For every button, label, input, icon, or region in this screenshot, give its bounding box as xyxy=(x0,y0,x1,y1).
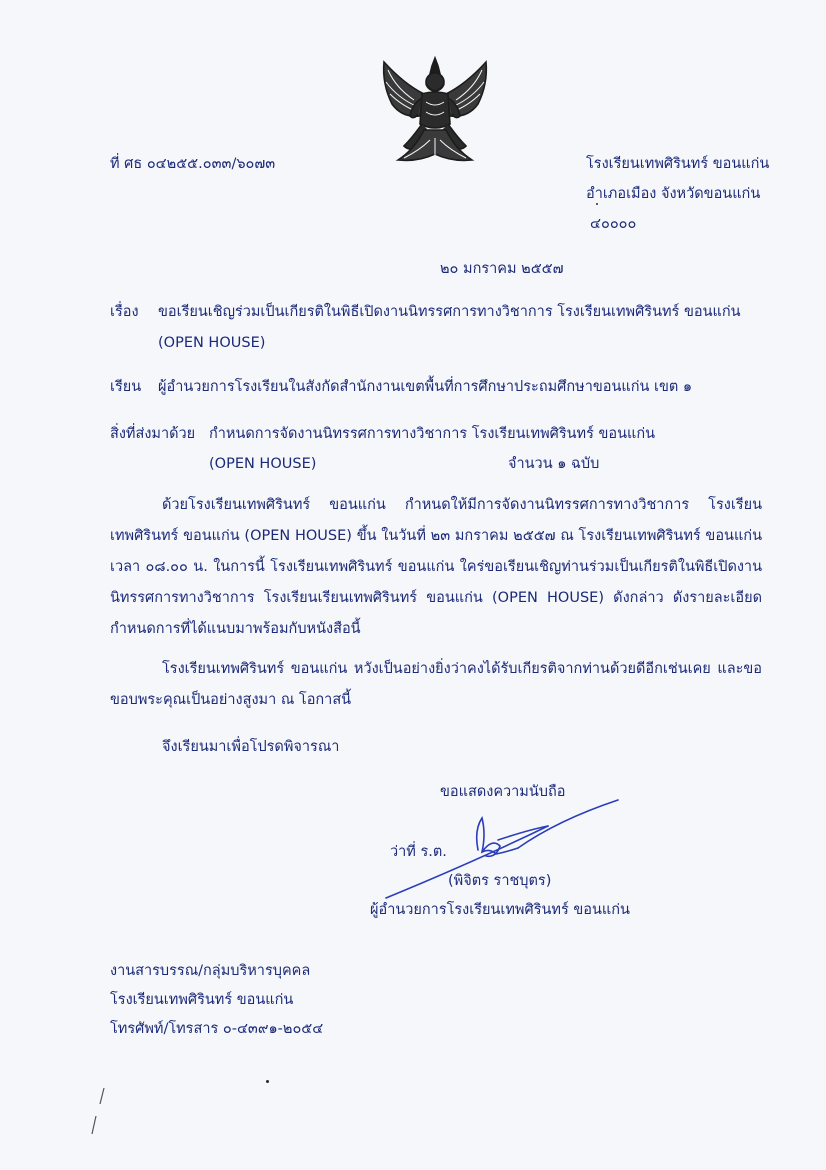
postal-code: ๔๐๐๐๐ xyxy=(590,216,637,232)
reference-number: ที่ ศธ ๐๔๒๕๕.๐๓๓/๖๐๗๓ xyxy=(110,156,276,172)
garuda-emblem-icon xyxy=(374,54,496,172)
enclosure-line-1: กำหนดการจัดงานนิทรรศการทางวิชาการ โรงเรียนเทพศิรินทร์ ขอนแก่น xyxy=(209,426,656,442)
enclosure-quantity: จำนวน ๑ ฉบับ xyxy=(508,456,600,472)
footer-phone: โทรศัพท์/โทรสาร ๐-๔๓๙๑-๒๐๕๔ xyxy=(110,1021,324,1037)
subject-line-2: (OPEN HOUSE) xyxy=(158,335,266,351)
footer-school: โรงเรียนเทพศิรินทร์ ขอนแก่น xyxy=(110,992,294,1008)
handwritten-signature xyxy=(378,790,638,910)
subject-label: เรื่อง xyxy=(110,304,139,320)
enclosure-label: สิ่งที่ส่งมาด้วย xyxy=(110,426,196,442)
signer-title: ผู้อำนวยการโรงเรียนเทพศิรินทร์ ขอนแก่น xyxy=(370,902,630,918)
subject-line-1: ขอเรียนเชิญร่วมเป็นเกียรติในพิธีเปิดงานนิทรรศการทางวิชาการ โรงเรียนเทพศิรินทร์ ขอนแก่น xyxy=(158,304,741,320)
body-paragraph-1: ด้วยโรงเรียนเทพศิรินทร์ ขอนแก่น กำหนดให้มีการจัดงานนิทรรศการทางวิชาการ โรงเรียนเทพศิรินทร์ ขอนแก่น (OPEN HOUSE) ขึ้น ในวันที่ ๒๓ มกราคม ๒๕๕๗ ณ โรงเรียนเทพศิรินทร์ ขอนแก่น เวลา ๐๘.๐๐ น. ในการนี้ โรงเรียนเทพศิรินทร์ ขอนแก่น ใคร่ขอเรียนเชิญท่านร่วมเป็นเกียรติในพิธีเปิดงานนิทรรศการทางวิชาการ โรงเรียนเรียนเทพศิรินทร์ ขอนแก่น (OPEN HOUSE) ดังกล่าว ดังรายละเอียดกำหนดการที่ได้แนบมาพร้อมกับหนังสือนี้ xyxy=(110,497,762,637)
school-name: โรงเรียนเทพศิรินทร์ ขอนแก่น xyxy=(586,156,770,172)
recipient-text: ผู้อำนวยการโรงเรียนในสังกัดสำนักงานเขตพื้นที่การศึกษาประถมศึกษาขอนแก่น เขต ๑ xyxy=(158,379,693,395)
school-district: อำเภอเมือง จังหวัดขอนแก่น xyxy=(586,186,761,202)
closing-regards: ขอแสดงความนับถือ xyxy=(440,784,566,800)
paper-speck xyxy=(596,203,598,205)
body-paragraph-3: จึงเรียนมาเพื่อโปรดพิจารณา xyxy=(162,739,340,755)
letter-date: ๒๐ มกราคม ๒๕๕๗ xyxy=(440,261,564,277)
recipient-label: เรียน xyxy=(110,379,142,395)
enclosure-line-2: (OPEN HOUSE) xyxy=(209,456,317,472)
paper-speck xyxy=(266,1080,269,1083)
footer-department: งานสารบรรณ/กลุ่มบริหารบุคคล xyxy=(110,963,311,979)
body-paragraph-2: โรงเรียนเทพศิรินทร์ ขอนแก่น หวังเป็นอย่างยิ่งว่าคงได้รับเกียรติจากท่านด้วยดีอีกเช่นเคย และขอขอบพระคุณเป็นอย่างสูงมา ณ โอกาสนี้ xyxy=(110,661,762,708)
signer-name: (พิจิตร ราชบุตร) xyxy=(448,873,552,889)
paper-mark xyxy=(86,1084,110,1144)
acting-rank-prefix: ว่าที่ ร.ต. xyxy=(390,844,447,860)
